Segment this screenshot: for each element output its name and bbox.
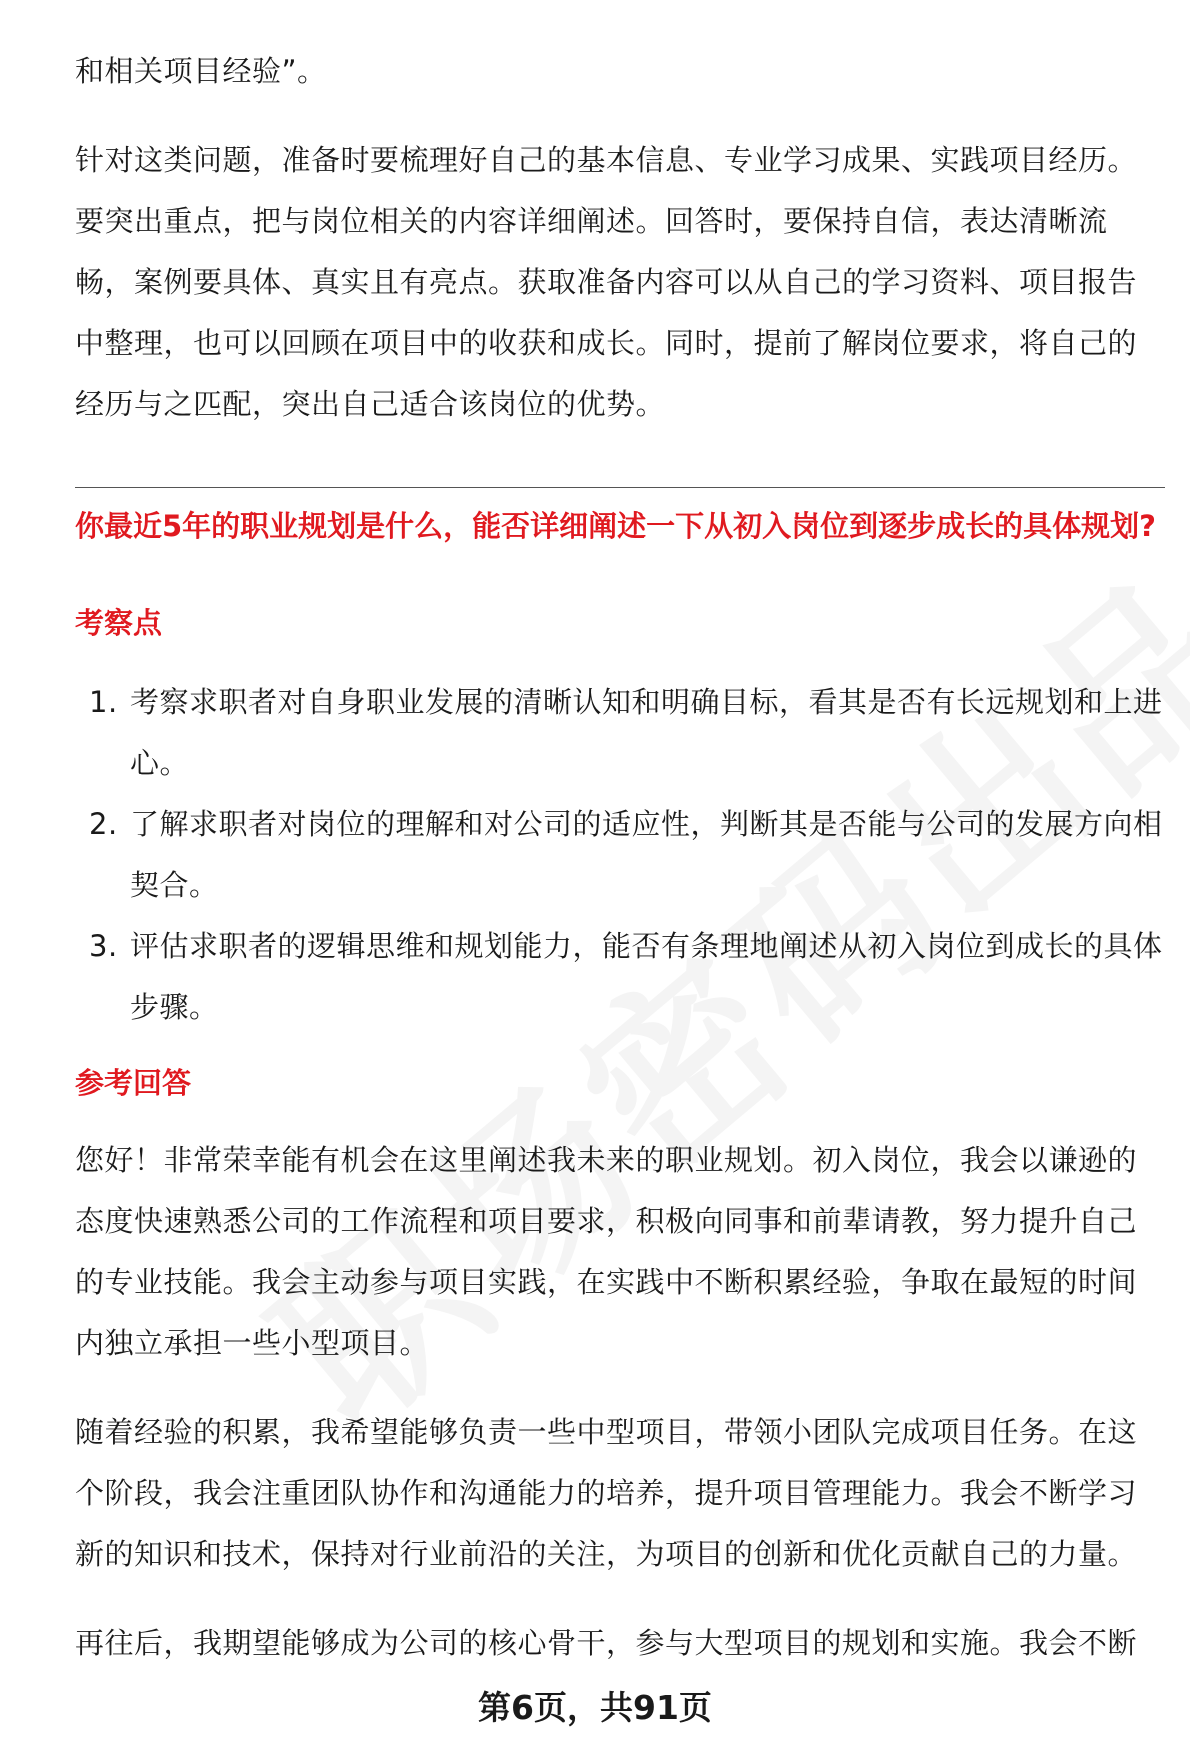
- list-item-text: 了解求职者对岗位的理解和对公司的适应性，判断其是否能与公司的发展方向相契合。: [130, 807, 1163, 902]
- previous-answer-tail: 和相关项目经验”。: [75, 54, 327, 88]
- assessment-heading: 考察点: [75, 606, 163, 640]
- list-item: [75, 916, 1165, 1038]
- preparation-advice-paragraph: 针对这类问题，准备时要梳理好自己的基本信息、专业学习成果、实践项目经历。要突出重点，把与岗位相关的内容详细阐述。回答时，要保持自信，表达清晰流畅，案例要具体、真实且有亮点。获取准备内容可以从自己的学习资料、项目报告中整理，也可以回顾在项目中的收获和成长。同时，提前了解岗位要求，将自己的经历与之匹配，突出自己适合该岗位的优势。: [75, 143, 1138, 421]
- interview-question: 你最近5年的职业规划是什么，能否详细阐述一下从初入岗位到逐步成长的具体规划?: [75, 509, 1157, 543]
- reference-answer-heading: 参考回答: [75, 1066, 192, 1100]
- list-item: [75, 794, 1165, 916]
- list-item-number: 2.: [89, 807, 118, 841]
- section-divider: [75, 487, 1165, 488]
- assessment-list: [75, 672, 1165, 1038]
- list-item-number: 3.: [89, 929, 118, 963]
- answer-paragraph: 再往后，我期望能够成为公司的核心骨干，参与大型项目的规划和实施。我会不断: [75, 1626, 1138, 1660]
- list-item-text: 考察求职者对自身职业发展的清晰认知和明确目标，看其是否有长远规划和上进心。: [130, 685, 1163, 780]
- document-page: [75, 0, 1165, 1755]
- list-item: [75, 672, 1165, 794]
- list-item-number: 1.: [89, 685, 118, 719]
- answer-paragraph: 您好！非常荣幸能有机会在这里阐述我未来的职业规划。初入岗位，我会以谦逊的态度快速熟悉公司的工作流程和项目要求，积极向同事和前辈请教，努力提升自己的专业技能。我会主动参与项目实践，在实践中不断积累经验，争取在最短的时间内独立承担一些小型项目。: [75, 1143, 1138, 1360]
- page-number-footer: 第6页，共91页: [478, 1688, 712, 1727]
- list-item-text: 评估求职者的逻辑思维和规划能力，能否有条理地阐述从初入岗位到成长的具体步骤。: [130, 929, 1163, 1024]
- answer-paragraph: 随着经验的积累，我希望能够负责一些中型项目，带领小团队完成项目任务。在这个阶段，我会注重团队协作和沟通能力的培养，提升项目管理能力。我会不断学习新的知识和技术，保持对行业前沿的关注，为项目的创新和优化贡献自己的力量。: [75, 1415, 1138, 1571]
